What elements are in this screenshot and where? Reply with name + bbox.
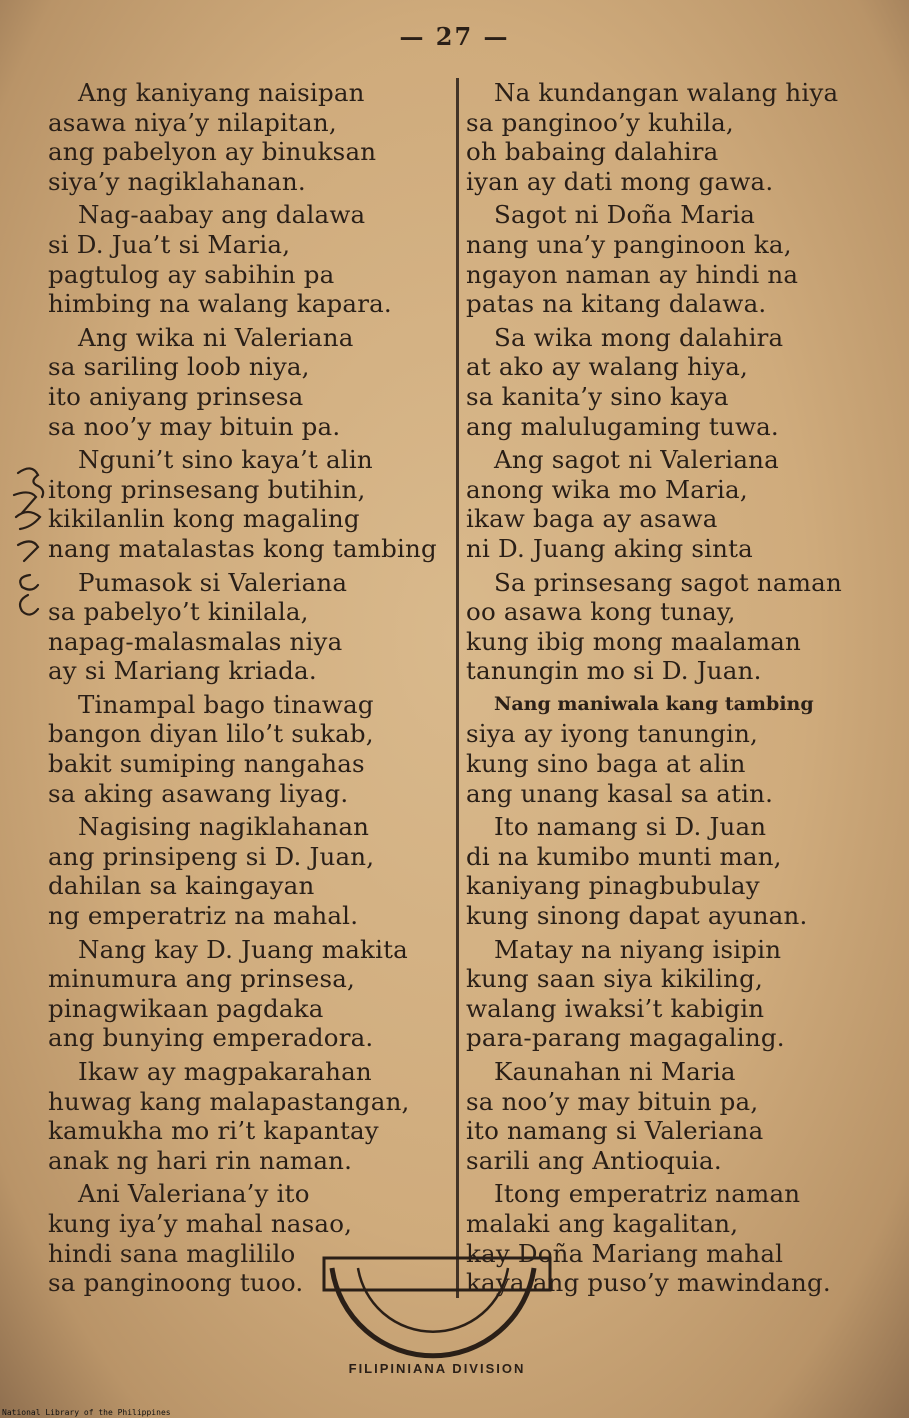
verse-line: Kaunahan ni Maria xyxy=(494,1057,736,1086)
verse-line: walang iwaksi’t kabigin xyxy=(466,993,765,1023)
verse-line: sa noo’y may bituin pa, xyxy=(466,1086,759,1116)
verse-line: sarili ang Antioquia. xyxy=(466,1145,722,1175)
verse-line: kung saan siya kikiling, xyxy=(466,964,763,994)
verse-line: Nang kay D. Juang makita xyxy=(78,934,408,964)
verse-line: kay Doña Mariang mahal xyxy=(466,1238,784,1268)
handwritten-accession-number xyxy=(8,455,54,625)
verse-line: kung ibig mong maalaman xyxy=(466,626,802,656)
stanza xyxy=(48,445,460,563)
verse-line: Ang sagot ni Valeriana xyxy=(494,445,779,475)
verse-line: para-parang magagaling. xyxy=(466,1023,785,1053)
stanza xyxy=(48,200,460,318)
right-column xyxy=(466,78,896,1302)
stanza xyxy=(466,935,896,1053)
verse-line: ang malulugaming tuwa. xyxy=(466,411,779,441)
verse-line: ito aniyang prinsesa xyxy=(48,381,304,411)
verse-line: huwag kang malapastangan, xyxy=(48,1086,410,1116)
verse-line: kung iya’y mahal nasao, xyxy=(48,1208,353,1238)
stanza xyxy=(48,568,460,686)
stanza xyxy=(48,935,460,1053)
verse-line: kamukha mo ri’t kapantay xyxy=(48,1116,379,1146)
verse-line: di na kumibo munti man, xyxy=(466,841,782,871)
stanza xyxy=(48,812,460,930)
stanza xyxy=(466,200,896,318)
verse-line: Ikaw ay magpakarahan xyxy=(78,1057,372,1086)
stanza xyxy=(466,323,896,441)
verse-line: napag-malasmalas niya xyxy=(48,626,343,656)
page-number: — 27 — xyxy=(399,22,510,51)
verse-line: himbing na walang kapara. xyxy=(48,289,392,319)
verse-line: Ang kaniyang naisipan xyxy=(78,78,365,107)
verse-line: sa aking asawang liyag. xyxy=(48,778,349,808)
stanza xyxy=(466,78,896,196)
verse-line: sa pabelyo’t kinilala, xyxy=(48,597,309,627)
verse-line: kikilanlin kong magaling xyxy=(48,504,360,534)
verse-line: ang pabelyon ay binuksan xyxy=(48,137,377,167)
verse-line: Nang maniwala kang tambing xyxy=(494,692,814,715)
verse-line: Pumasok si Valeriana xyxy=(78,567,348,597)
verse-line: Sa wika mong dalahira xyxy=(494,322,784,352)
verse-line: anong wika mo Maria, xyxy=(466,474,748,504)
library-stamp xyxy=(322,1228,552,1418)
verse-line: bangon diyan lilo’t sukab, xyxy=(48,719,374,749)
verse-line: pagtulog ay sabihin pa xyxy=(48,259,335,289)
verse-line: dahilan sa kaingayan xyxy=(48,871,315,901)
stanza xyxy=(48,690,460,808)
verse-line: patas na kitang dalawa. xyxy=(466,289,767,319)
verse-line: Tinampal bago tinawag xyxy=(78,689,374,719)
verse-line: ni D. Juang aking sinta xyxy=(466,533,753,563)
verse-line: ang bunying emperadora. xyxy=(48,1023,374,1053)
left-column xyxy=(48,78,460,1302)
verse-line: pinagwikaan pagdaka xyxy=(48,993,324,1023)
verse-line: ngayon naman ay hindi na xyxy=(466,259,799,289)
verse-line: Matay na niyang isipin xyxy=(494,934,782,964)
verse-line: oo asawa kong tunay, xyxy=(466,597,736,627)
verse-line: itong prinsesang butihin, xyxy=(48,474,366,504)
verse-line: kaya ang puso’y mawindang. xyxy=(466,1268,831,1298)
verse-line: bakit sumiping nangahas xyxy=(48,749,365,779)
verse-line: anak ng hari rin naman. xyxy=(48,1145,353,1175)
verse-line: Nag-aabay ang dalawa xyxy=(78,200,366,230)
verse-line: Ang wika ni Valeriana xyxy=(78,322,354,352)
verse-line: Itong emperatriz naman xyxy=(494,1179,801,1209)
verse-line: si D. Jua’t si Maria, xyxy=(48,229,291,259)
verse-line: ito namang si Valeriana xyxy=(466,1116,764,1146)
verse-line: sa noo’y may bituin pa. xyxy=(48,411,341,441)
verse-line: ikaw baga ay asawa xyxy=(466,504,718,534)
stanza xyxy=(466,812,896,930)
verse-line: kaniyang pinagbubulay xyxy=(466,871,760,901)
verse-line: sa kanita’y sino kaya xyxy=(466,381,729,411)
verse-line: ang prinsipeng si D. Juan, xyxy=(48,841,375,871)
verse-line: nang matalastas kong tambing xyxy=(48,533,437,563)
stanza xyxy=(466,445,896,563)
verse-line: minumura ang prinsesa, xyxy=(48,964,356,994)
verse-line: Ani Valeriana’y ito xyxy=(78,1179,310,1209)
verse-line: nang una’y panginoon ka, xyxy=(466,229,792,259)
verse-line: sa panginoo’y kuhila, xyxy=(466,107,734,137)
verse-line: ay si Mariang kriada. xyxy=(48,656,317,686)
verse-line: siya’y nagiklahanan. xyxy=(48,166,306,196)
svg-text:FILIPINIANA DIVISION: FILIPINIANA DIVISION xyxy=(348,1361,526,1376)
verse-line: sa sariling loob niya, xyxy=(48,352,310,382)
stanza xyxy=(48,323,460,441)
verse-line: Nguni’t sino kaya’t alin xyxy=(78,445,373,475)
verse-line: Ito namang si D. Juan xyxy=(494,812,767,842)
stanza xyxy=(48,78,460,196)
verse-line: kung sino baga at alin xyxy=(466,749,746,779)
verse-line: tanungin mo si D. Juan. xyxy=(466,656,762,686)
verse-line: asawa niya’y nilapitan, xyxy=(48,107,337,137)
verse-line: kung sinong dapat ayunan. xyxy=(466,901,808,931)
verse-line: at ako ay walang hiya, xyxy=(466,352,748,382)
verse-line: Sagot ni Doña Maria xyxy=(494,200,756,230)
stanza xyxy=(466,1057,896,1175)
verse-line: iyan ay dati mong gawa. xyxy=(466,166,774,196)
footer-credit: National Library of the Philippines xyxy=(2,1408,171,1417)
verse-line: sa panginoong tuoo. xyxy=(48,1268,304,1298)
stanza xyxy=(466,690,896,808)
verse-line: siya ay iyong tanungin, xyxy=(466,719,759,749)
verse-line: ang unang kasal sa atin. xyxy=(466,778,774,808)
verse-line: Nagising nagiklahanan xyxy=(78,812,370,842)
verse-line: ng emperatriz na mahal. xyxy=(48,901,359,931)
verse-line: Na kundangan walang hiya xyxy=(494,78,839,107)
stanza xyxy=(466,568,896,686)
verse-line: Sa prinsesang sagot naman xyxy=(494,567,842,597)
verse-line: oh babaing dalahira xyxy=(466,137,719,167)
verse-line: malaki ang kagalitan, xyxy=(466,1208,739,1238)
stanza xyxy=(48,1057,460,1175)
verse-line: hindi sana maglililo xyxy=(48,1238,296,1268)
